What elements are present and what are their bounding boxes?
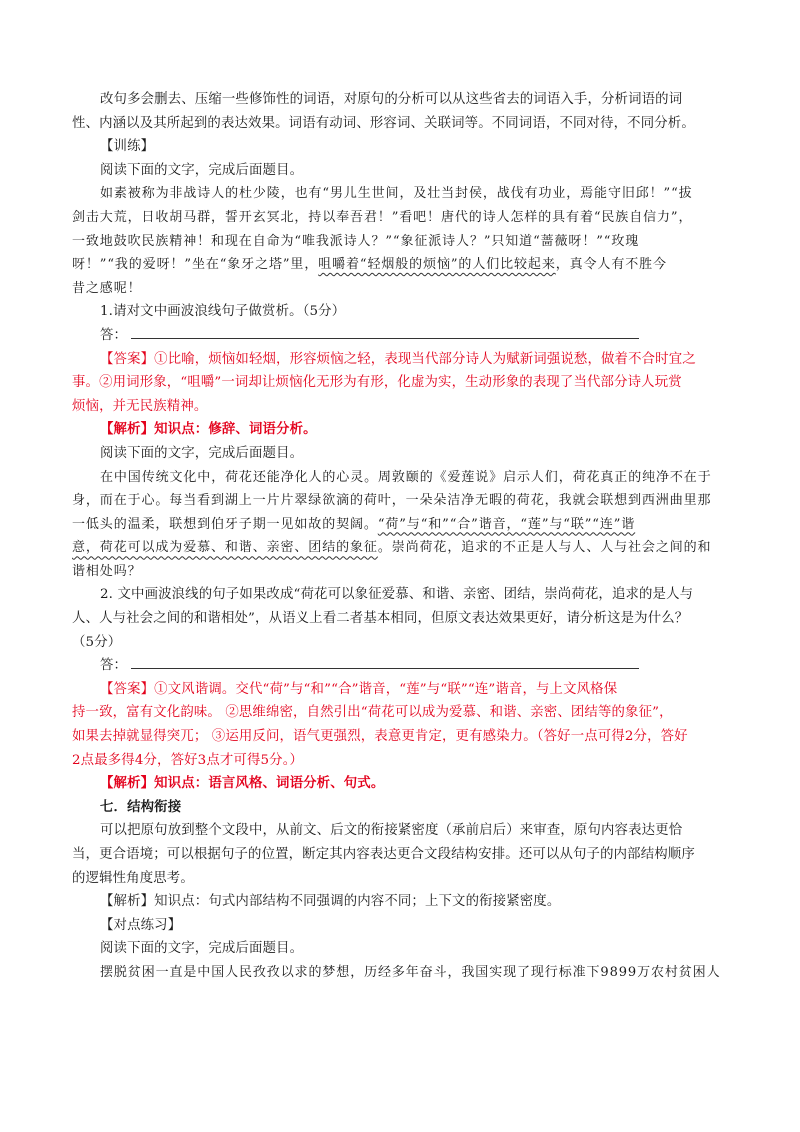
- wavy-underlined-sentence: 意，荷花可以成为爱慕、和谐、亲密、团结的象征: [72, 540, 378, 556]
- answer-2-line: 持一致，富有文化韵味。 ②思维绵密，自然引出“荷花可以成为爱慕、和谐、亲密、团结等的象征”，: [72, 705, 673, 721]
- passage-line: 如素被称为非战诗人的杜少陵，也有“男儿生世间，及壮当封侯，战伐有功业，焉能守旧邱！”“拔: [100, 186, 693, 202]
- answer-1-line: 事。②用词形象，“咀嚼”一词却让烦恼化无形为有形，化虚为实，生动形象的表现了当代部分诗人玩赏: [72, 375, 682, 391]
- question-2-line: 2. 文中画波浪线的句子如果改成“荷花可以象征爱慕、和谐、亲密、团结，崇尚荷花，追求的是人与: [100, 587, 694, 603]
- passage-line: 谐相处吗？: [72, 563, 142, 579]
- section-title: 七．结构衔接: [100, 799, 182, 815]
- answer-2-line: 【答案】①文风谐调。交代“荷”与“和”“合”谐音，“莲”与“联”“连”谐音，与上文风格保: [100, 681, 618, 697]
- answer-2-line: 如果去掉就显得突兀； ③运用反问，语气更强烈，表意更肯定，更有感染力。（答好一点可得2分，答好: [72, 729, 688, 745]
- wavy-underlined-sentence: “荷”与“和”“合”谐音，“莲”与“联”“连”谐: [377, 516, 636, 532]
- passage-fragment: 呀！”“我的爱呀！”坐在“象牙之塔”里，: [72, 257, 319, 273]
- reading-instruction: 阅读下面的文字，完成后面题目。: [100, 162, 304, 178]
- section-line: 当，更合语境；可以根据句子的位置，断定其内容表达更合文段结构安排。还可以从句子的内部结构顺序: [72, 847, 695, 862]
- analysis-label: 【解析】: [100, 422, 155, 438]
- question-2-line: （5分）: [72, 634, 122, 650]
- passage-line: [72, 253, 732, 277]
- passage-fragment: 一低头的温柔，联想到伯牙子期一见如故的契阔。: [72, 516, 378, 532]
- analysis-label: 【解析】: [100, 776, 155, 792]
- answer-2-line: 2点最多得4分，答好3点才可得5分。）: [72, 752, 304, 768]
- question-2-line: 人、人与社会之间的和谐相处”，从语义上看二者基本相同，但原文表达效果更好，请分析这是为什么？: [72, 611, 689, 627]
- section-line: 可以把原句放到整个文段中，从前文、后文的衔接紧密度（承前启后）来审查，原句内容表达更恰: [100, 823, 683, 839]
- passage-line: 剑击大荒，日收胡马群，誓开玄冥北，持以奉吾君！”看吧！唐代的诗人怎样的具有着“民族自信力”，: [72, 209, 693, 225]
- question-1: 1.请对文中画波浪线句子做赏析。（5分）: [100, 304, 346, 320]
- reading-instruction: 阅读下面的文字，完成后面题目。: [100, 445, 304, 461]
- section-line: 的逻辑性角度思考。: [72, 870, 194, 886]
- passage-line: 身，而在于心。每当看到湖上一片片翠绿欲滴的荷叶，一朵朵洁净无暇的荷花，我就会联想到西洲曲里那: [72, 493, 712, 509]
- reading-instruction: 阅读下面的文字，完成后面题目。: [100, 941, 304, 957]
- analysis-1: [72, 418, 732, 442]
- intro-line: 性、内涵以及其所起到的表达效果。词语有动词、形容词、关联词等。不同词语，不同对待，不同分析。: [72, 115, 695, 131]
- passage-line: [72, 536, 732, 560]
- answer-blank[interactable]: [131, 654, 639, 669]
- passage-line: [72, 513, 732, 537]
- answer-1-line: 烦恼，并无民族精神。: [72, 398, 208, 414]
- passage-fragment: ，真令人有不胜今: [555, 257, 667, 273]
- answer-1-line: 【答案】①比喻，烦恼如轻烟，形容烦恼之轻，表现当代部分诗人为赋新词强说愁，做着不合时宜之: [100, 351, 696, 367]
- answer-blank[interactable]: [131, 324, 639, 339]
- analysis-text: 知识点：语言风格、词语分析、句式。: [154, 776, 385, 792]
- analysis-2: [72, 772, 732, 796]
- passage-line: 昔之感呢！: [72, 280, 142, 296]
- practice-heading: 【对点练习】: [100, 917, 182, 933]
- intro-line: 改句多会删去、压缩一些修饰性的词语，对原句的分析可以从这些省去的词语入手，分析词语的词: [100, 92, 683, 107]
- passage-line: 摆脱贫困一直是中国人民孜孜以求的梦想，历经多年奋斗，我国实现了现行标准下9899万农村贫困人: [100, 964, 721, 980]
- training-heading: 【训练】: [100, 139, 155, 155]
- answer-line-2: [72, 654, 732, 678]
- passage-line: 在中国传统文化中，荷花还能净化人的心灵。周敦颐的《爱莲说》启示人们，荷花真正的纯净不在于: [100, 469, 712, 485]
- section-analysis: 【解析】知识点：句式内部结构不同强调的内容不同；上下文的衔接紧密度。: [100, 894, 561, 910]
- answer-label: 答：: [100, 658, 128, 674]
- wavy-underlined-sentence: 咀嚼着“轻烟般的烦恼”的人们比较起来: [318, 257, 556, 273]
- passage-line: 一致地鼓吹民族精神！和现在自命为“唯我派诗人？”“象征派诗人？”只知道“蔷薇呀！”“玫瑰: [72, 233, 640, 249]
- passage-fragment: 。崇尚荷花，追求的不正是人与人、人与社会之间的和: [377, 540, 712, 556]
- analysis-text: 知识点：修辞、词语分析。: [154, 422, 317, 438]
- answer-line-1: [72, 324, 732, 348]
- document-page: [72, 88, 732, 985]
- answer-label: 答：: [100, 327, 128, 343]
